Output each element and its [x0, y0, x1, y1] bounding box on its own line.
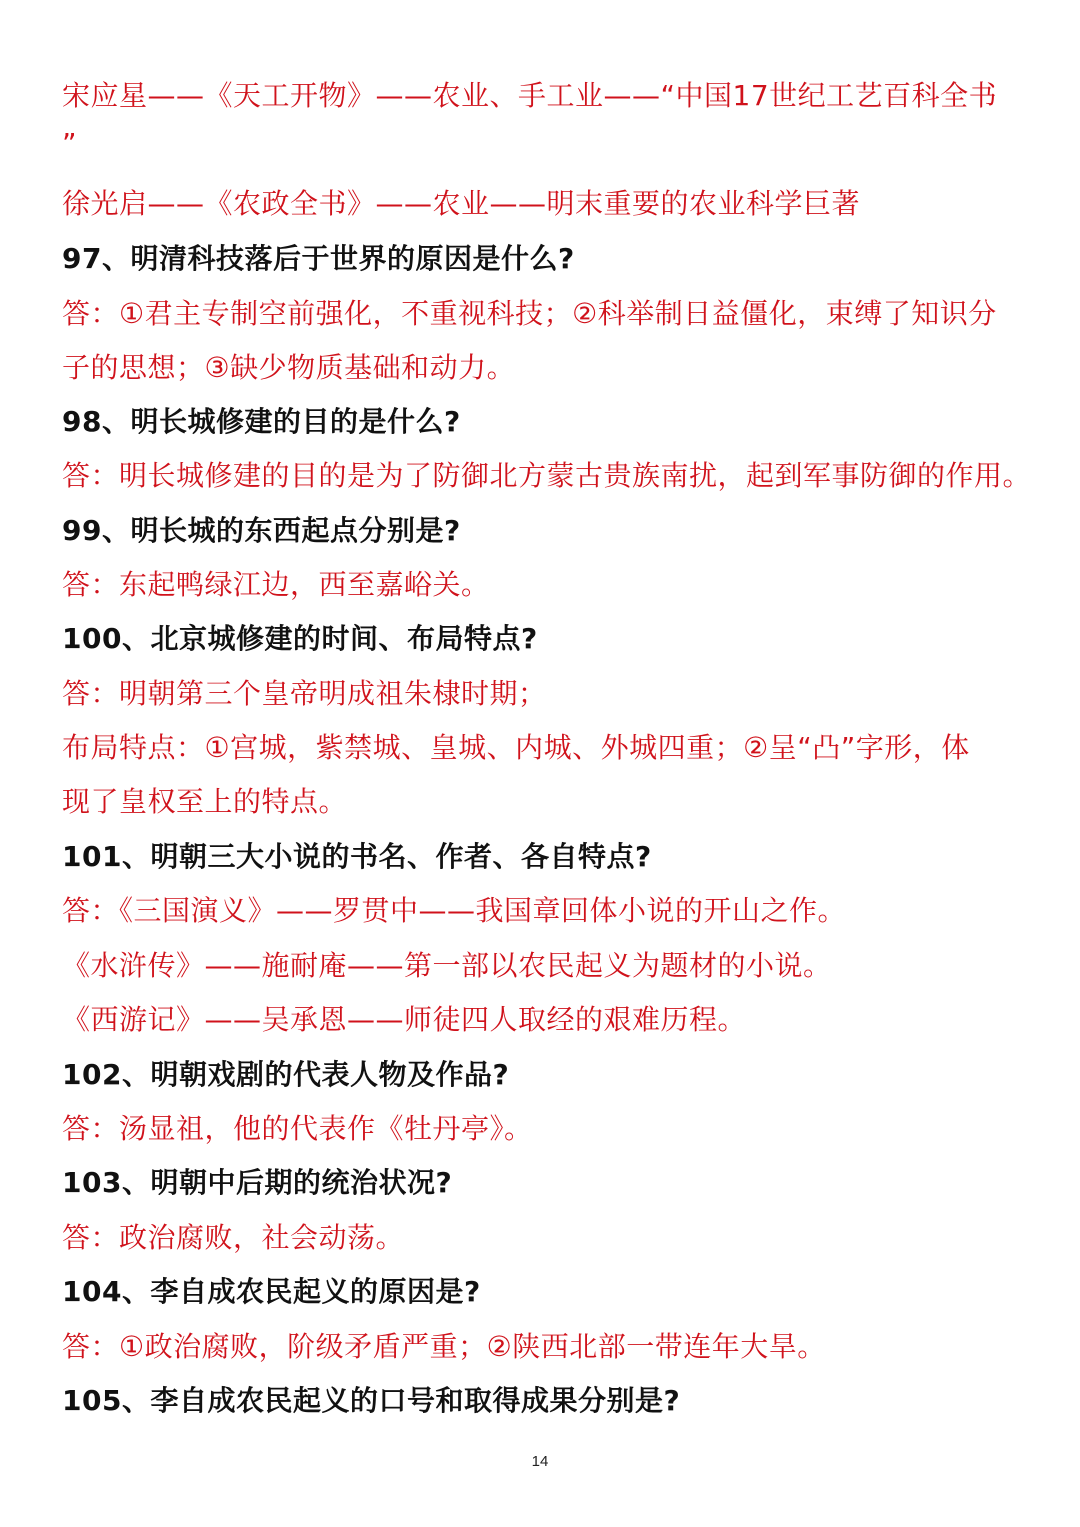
- answer-line: 宋应星——《天工开物》——农业、手工业——“中国17世纪工艺百科全书: [62, 79, 998, 112]
- answer-101-line-3: 《西游记》——吴承恩——师徒四人取经的艰难历程。: [62, 1003, 747, 1036]
- question-105: 105、李自成农民起义的口号和取得成果分别是?: [62, 1384, 681, 1417]
- answer-101-line-2: 《水浒传》——施耐庵——第一部以农民起义为题材的小说。: [62, 949, 832, 982]
- question-104: 104、李自成农民起义的原因是?: [62, 1275, 481, 1308]
- answer-97-line-2: 子的思想；③缺少物质基础和动力。: [62, 351, 516, 384]
- answer-line: 徐光启——《农政全书》——农业——明末重要的农业科学巨著: [62, 187, 861, 220]
- answer-97-line-1: 答：①君主专制空前强化，不重视科技；②科举制日益僵化，束缚了知识分: [62, 297, 997, 330]
- answer-line-continuation: ”: [62, 127, 78, 160]
- answer-99: 答：东起鸭绿江边，西至嘉峪关。: [62, 568, 490, 601]
- answer-100-line-3: 现了皇权至上的特点。: [62, 785, 348, 818]
- question-102: 102、明朝戏剧的代表人物及作品?: [62, 1058, 510, 1091]
- answer-100-line-2: 布局特点：①宫城，紫禁城、皇城、内城、外城四重；②呈“凸”字形，体: [62, 731, 970, 764]
- question-100: 100、北京城修建的时间、布局特点?: [62, 622, 538, 655]
- question-103: 103、明朝中后期的统治状况?: [62, 1166, 453, 1199]
- answer-104: 答：①政治腐败，阶级矛盾严重；②陕西北部一带连年大旱。: [62, 1330, 826, 1363]
- question-97: 97、明清科技落后于世界的原因是什么?: [62, 242, 575, 275]
- answer-102: 答：汤显祖，他的代表作《牡丹亭》。: [62, 1112, 533, 1145]
- answer-100-line-1: 答：明朝第三个皇帝明成祖朱棣时期；: [62, 677, 547, 710]
- answer-98: 答：明长城修建的目的是为了防御北方蒙古贵族南扰，起到军事防御的作用。: [62, 459, 1032, 492]
- answer-103: 答：政治腐败，社会动荡。: [62, 1221, 405, 1254]
- page-number: 14: [531, 1453, 549, 1470]
- question-101: 101、明朝三大小说的书名、作者、各自特点?: [62, 840, 652, 873]
- question-99: 99、明长城的东西起点分别是?: [62, 514, 461, 547]
- answer-101-line-1: 答：《三国演义》——罗贯中——我国章回体小说的开山之作。: [62, 894, 847, 927]
- question-98: 98、明长城修建的目的是什么?: [62, 405, 461, 438]
